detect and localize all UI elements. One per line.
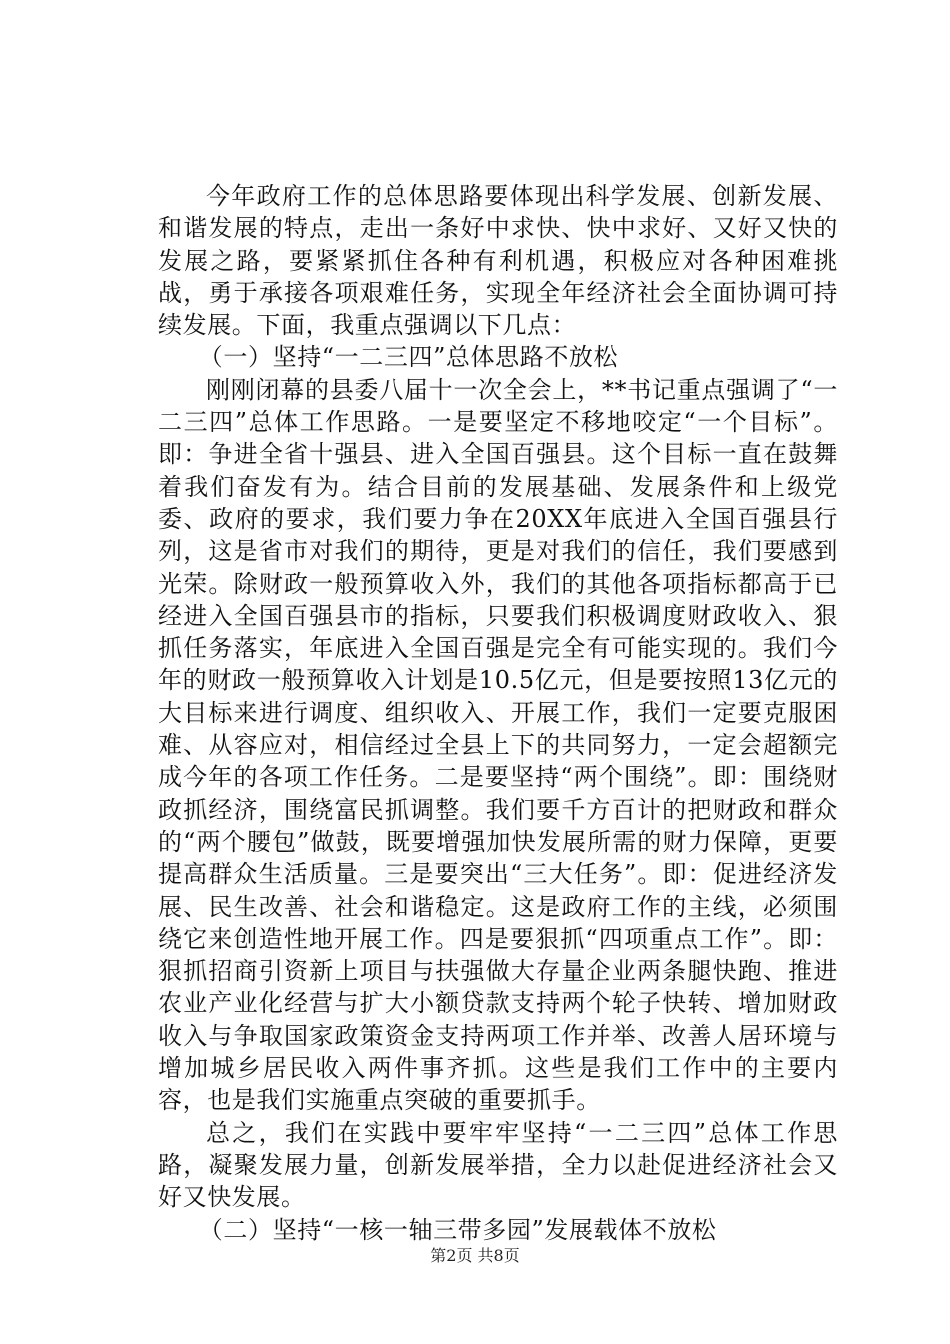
- body-paragraph: 刚刚闭幕的县委八届十一次全会上，**书记重点强调了“一二三四”总体工作思路。一是要坚定不移地咬定“一个目标”。即：争进全省十强县、进入全国百强县。这个目标一直在鼓舞着我们奋发有为。结合目前的发展基础、发展条件和上级党委、政府的要求，我们要力争在20XX年底进入全国百强县行列，这是省市对我们的期待，更是对我们的信任，我们要感到光荣。除财政一般预算收入外，我们的其他各项指标都高于已经进入全国百强县市的指标，只要我们积极调度财政收入、狠抓任务落实，年底进入全国百强是完全有可能实现的。我们今年的财政一般预算收入计划是10.5亿元，但是要按照13亿元的大目标来进行调度、组织收入、开展工作，我们一定要克服困难、从容应对，相信经过全县上下的共同努力，一定会超额完成今年的各项工作任务。二是要坚持“两个围绕”。即：围绕财政抓经济，围绕富民抓调整。我们要千方百计的把财政和群众的“两个腰包”做鼓，既要增强加快发展所需的财力保障，更要提高群众生活质量。三是要突出“三大任务”。即：促进经济发展、民生改善、社会和谐稳定。这是政府工作的主线，必须围绕它来创造性地开展工作。四是要狠抓“四项重点工作”。即：狠抓招商引资新上项目与扶强做大存量企业两条腿快跑、推进农业产业化经营与扩大小额贷款支持两个轮子快转、增加财政收入与争取国家政策资金支持两项工作并举、改善人居环境与增加城乡居民收入两件事齐抓。这些是我们工作中的主要内容，也是我们实施重点突破的重要抓手。: [158, 375, 838, 1115]
- summary-paragraph: 总之，我们在实践中要牢牢坚持“一二三四”总体工作思路，凝聚发展力量，创新发展举措，全力以赴促进经济社会又好又快发展。: [158, 1118, 838, 1212]
- page-footer: 第2页 共8页: [430, 1246, 520, 1265]
- section-heading-1: （一）坚持“一二三四”总体思路不放松: [198, 343, 619, 372]
- intro-paragraph: 今年政府工作的总体思路要体现出科学发展、创新发展、和谐发展的特点，走出一条好中求快、快中求好、又好又快的发展之路，要紧紧抓住各种有利机遇，积极应对各种困难挑战，勇于承接各项艰难任务，实现全年经济社会全面协调可持续发展。下面，我重点强调以下几点：: [158, 182, 838, 340]
- document-body: [158, 180, 838, 1246]
- section-heading-2: （二）坚持“一核一轴三带多园”发展载体不放松: [198, 1215, 717, 1244]
